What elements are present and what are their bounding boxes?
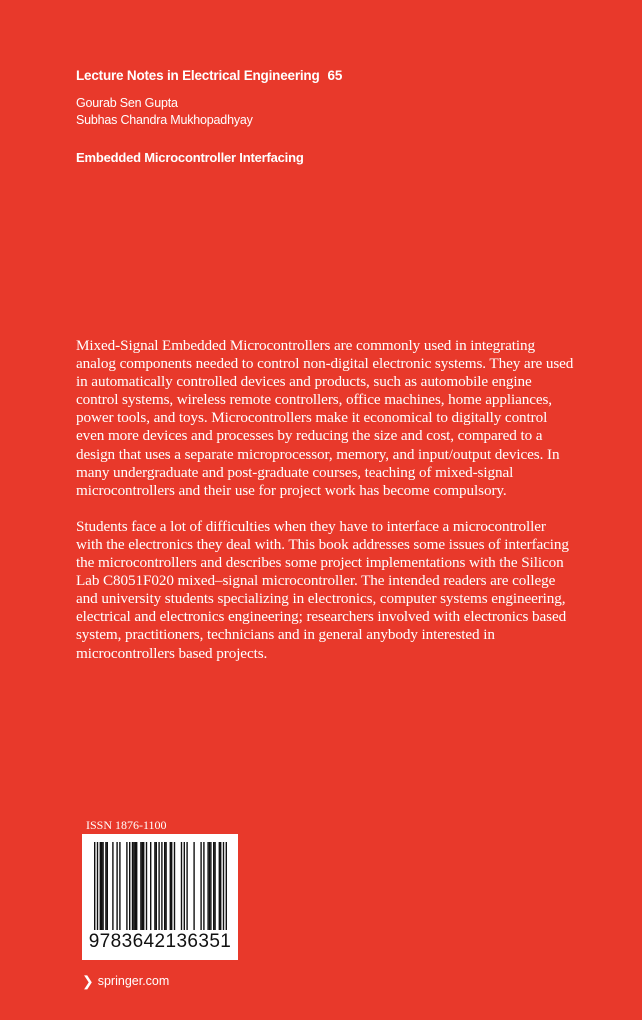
barcode-bar bbox=[220, 842, 221, 930]
barcode-bar bbox=[142, 842, 143, 930]
barcode-bar bbox=[126, 842, 127, 930]
blurb-paragraph: Mixed-Signal Embedded Microcontrollers are commonly used in integrating analog components needed to control non-digital electronic systems. They are used in automatically controlled devices and products, such as automobile engine control systems, wireless remote controllers, office machines, home appliances, power tools, and toys. Microcontrollers make it economical to digitally control even more devices and processes by reducing the size and cost, compared to a design that uses a separate microprocessor, memory, and input/output devices. In many undergraduate and post-graduate courses, teaching of mixed-signal microcontrollers and their use for project work has become compulsory. bbox=[76, 337, 574, 499]
barcode-bar bbox=[161, 842, 162, 930]
barcode-bar bbox=[135, 842, 136, 930]
author-name: Gourab Sen Gupta bbox=[76, 96, 178, 110]
barcode-bar bbox=[112, 842, 113, 930]
barcode-digits: 9783642136351 bbox=[88, 931, 232, 952]
barcode-bar bbox=[116, 842, 117, 930]
series-name: Lecture Notes in Electrical Engineering bbox=[76, 68, 320, 83]
series-volume: 65 bbox=[327, 68, 343, 83]
publisher-link[interactable] bbox=[82, 974, 169, 988]
publisher-url: springer.com bbox=[97, 974, 170, 988]
author-list bbox=[76, 95, 253, 129]
barcode-bar bbox=[209, 842, 210, 930]
isbn-barcode bbox=[82, 834, 238, 960]
barcode-bar bbox=[207, 842, 208, 930]
barcode-bar bbox=[136, 842, 137, 930]
barcode-bar bbox=[101, 842, 102, 930]
barcode-bar bbox=[150, 842, 151, 930]
barcode-bar bbox=[223, 842, 224, 930]
issn-label: ISSN 1876-1100 bbox=[86, 818, 167, 832]
barcode-bar bbox=[102, 842, 103, 930]
barcode-bar bbox=[100, 842, 101, 930]
barcode-bar bbox=[94, 842, 95, 930]
barcode-bar bbox=[214, 842, 215, 930]
barcode-bar bbox=[219, 842, 220, 930]
barcode-bar bbox=[184, 842, 185, 930]
series-line bbox=[76, 68, 342, 83]
author-name: Subhas Chandra Mukhopadhyay bbox=[76, 113, 253, 127]
barcode-bar bbox=[154, 842, 155, 930]
barcode-bar bbox=[146, 842, 147, 930]
barcode-bar bbox=[158, 842, 159, 930]
barcode-bar bbox=[97, 842, 98, 930]
barcode-bar bbox=[105, 842, 106, 930]
barcode-bar bbox=[165, 842, 166, 930]
blurb bbox=[76, 337, 576, 681]
barcode-bar bbox=[193, 842, 194, 930]
barcode-bar bbox=[132, 842, 133, 930]
barcode-bar bbox=[140, 842, 141, 930]
barcode-bar bbox=[171, 842, 172, 930]
barcode-bar bbox=[107, 842, 108, 930]
barcode-bar bbox=[133, 842, 134, 930]
barcode-bar bbox=[156, 842, 157, 930]
barcode-bar bbox=[129, 842, 130, 930]
barcode-bar bbox=[186, 842, 187, 930]
barcode-bar bbox=[181, 842, 182, 930]
chevron-right-icon: ❯ bbox=[82, 973, 94, 989]
barcode-bar bbox=[213, 842, 214, 930]
barcode-bar bbox=[200, 842, 201, 930]
barcode-bar bbox=[170, 842, 171, 930]
barcode-bar bbox=[203, 842, 204, 930]
barcode-bar bbox=[210, 842, 211, 930]
barcode-bar bbox=[143, 842, 144, 930]
book-title: Embedded Microcontroller Interfacing bbox=[76, 150, 304, 165]
barcode-bar bbox=[174, 842, 175, 930]
barcode-bar bbox=[164, 842, 165, 930]
barcode-bar bbox=[226, 842, 227, 930]
blurb-paragraph: Students face a lot of difficulties when they have to interface a microcontroller with the electronics they deal with. This book addresses some issues of interfacing the microcontrollers and describes some project implementations with the Silicon Lab C8051F020 mixed–signal microcontroller. The intended readers are college and university students specializing in electronics, computer systems engineering, electrical and electronics engineering; researchers involved with electronics based system, practitioners, technicians and in general anybody interested in microcontrollers based projects. bbox=[76, 517, 569, 662]
barcode-bar bbox=[119, 842, 120, 930]
